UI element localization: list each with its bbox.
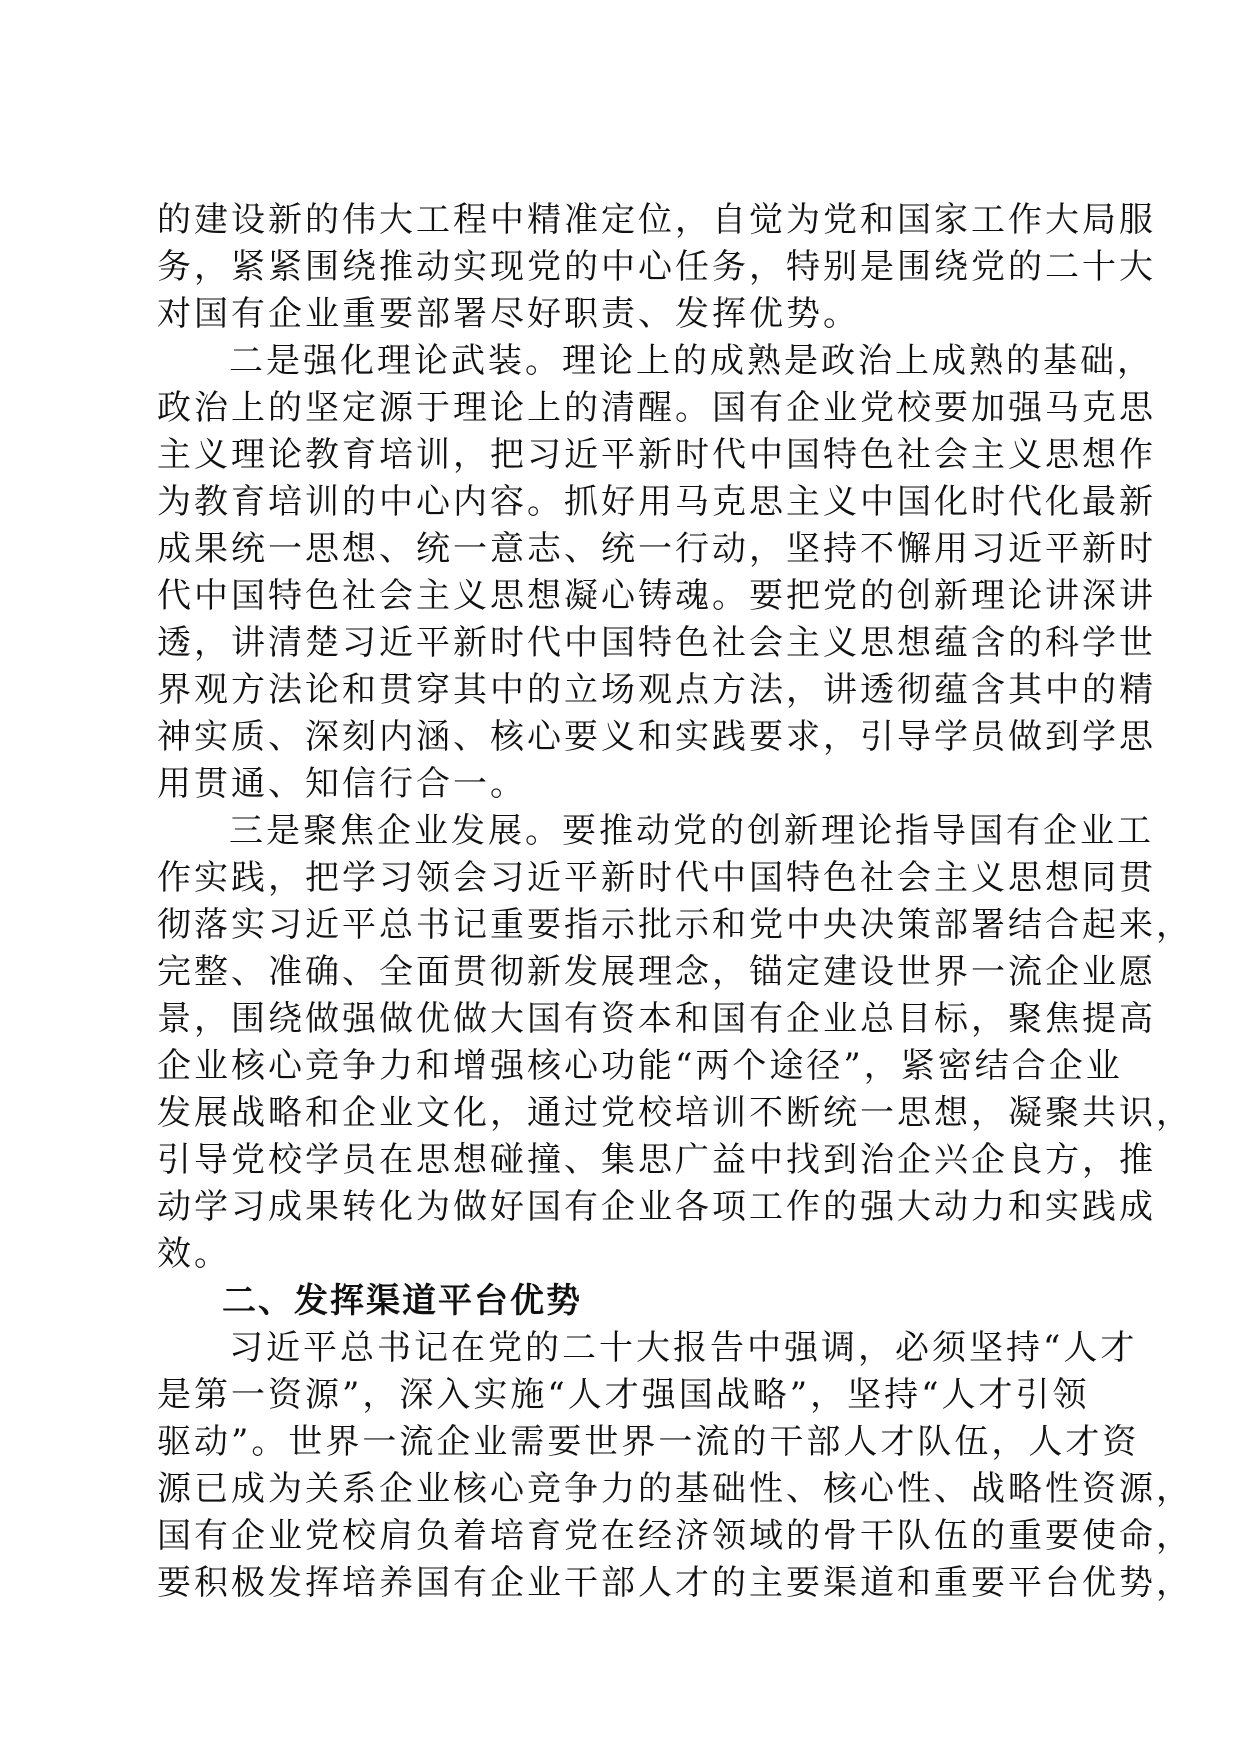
- paragraph-line: 是第一资源”，深入实施“人才强国战略”，坚持“人才引领: [157, 1375, 1090, 1415]
- paragraph-line: 国有企业党校肩负着培育党在经济领域的骨干队伍的重要使命，: [157, 1516, 1193, 1556]
- paragraph-line: 驱动”。世界一流企业需要世界一流的干部人才队伍，人才资: [157, 1422, 1140, 1462]
- paragraph-line: 的建设新的伟大工程中精准定位，自觉为党和国家工作大局服: [157, 200, 1156, 240]
- paragraph-line: 二是强化理论武装。理论上的成熟是政治上成熟的基础，: [229, 341, 1154, 381]
- paragraph-line: 景，围绕做强做优做大国有资本和国有企业总目标，聚焦提高: [157, 999, 1156, 1039]
- paragraph-line: 用贯通、知信行合一。: [157, 764, 527, 804]
- paragraph-line: 三是聚焦企业发展。要推动党的创新理论指导国有企业工: [229, 811, 1154, 851]
- paragraph-line: 习近平总书记在党的二十大报告中强调，必须坚持“人才: [229, 1328, 1138, 1368]
- paragraph-line: 彻落实习近平总书记重要指示批示和党中央决策部署结合起来，: [157, 905, 1193, 945]
- paragraph-line: 神实质、深刻内涵、核心要义和实践要求，引导学员做到学思: [157, 717, 1156, 757]
- paragraph-line: 代中国特色社会主义思想凝心铸魂。要把党的创新理论讲深讲: [157, 576, 1156, 616]
- paragraph-line: 界观方法论和贯穿其中的立场观点方法，讲透彻蕴含其中的精: [157, 670, 1156, 710]
- paragraph-line: 动学习成果转化为做好国有企业各项工作的强大动力和实践成: [157, 1187, 1156, 1227]
- paragraph-line: 要积极发挥培养国有企业干部人才的主要渠道和重要平台优势，: [157, 1563, 1193, 1603]
- section-heading: 二、发挥渠道平台优势: [222, 1281, 582, 1321]
- paragraph-line: 主义理论教育培训，把习近平新时代中国特色社会主义思想作: [157, 435, 1156, 475]
- paragraph-line: 发展战略和企业文化，通过党校培训不断统一思想，凝聚共识，: [157, 1093, 1193, 1133]
- paragraph-line: 务，紧紧围绕推动实现党的中心任务，特别是围绕党的二十大: [157, 247, 1156, 287]
- paragraph-line: 完整、准确、全面贯彻新发展理念，锚定建设世界一流企业愿: [157, 952, 1156, 992]
- paragraph-line: 对国有企业重要部署尽好职责、发挥优势。: [157, 294, 860, 334]
- document-body: [157, 197, 1193, 1607]
- paragraph-line: 效。: [157, 1234, 231, 1274]
- paragraph-line: 透，讲清楚习近平新时代中国特色社会主义思想蕴含的科学世: [157, 623, 1156, 663]
- paragraph-line: 企业核心竞争力和增强核心功能“两个途径”，紧密结合企业: [157, 1046, 1123, 1086]
- paragraph-line: 引导党校学员在思想碰撞、集思广益中找到治企兴企良方，推: [157, 1140, 1156, 1180]
- paragraph-line: 为教育培训的中心内容。抓好用马克思主义中国化时代化最新: [157, 482, 1156, 522]
- paragraph-line: 源已成为关系企业核心竞争力的基础性、核心性、战略性资源，: [157, 1469, 1193, 1509]
- paragraph-line: 政治上的坚定源于理论上的清醒。国有企业党校要加强马克思: [157, 388, 1156, 428]
- paragraph-line: 作实践，把学习领会习近平新时代中国特色社会主义思想同贯: [157, 858, 1156, 898]
- paragraph-line: 成果统一思想、统一意志、统一行动，坚持不懈用习近平新时: [157, 529, 1156, 569]
